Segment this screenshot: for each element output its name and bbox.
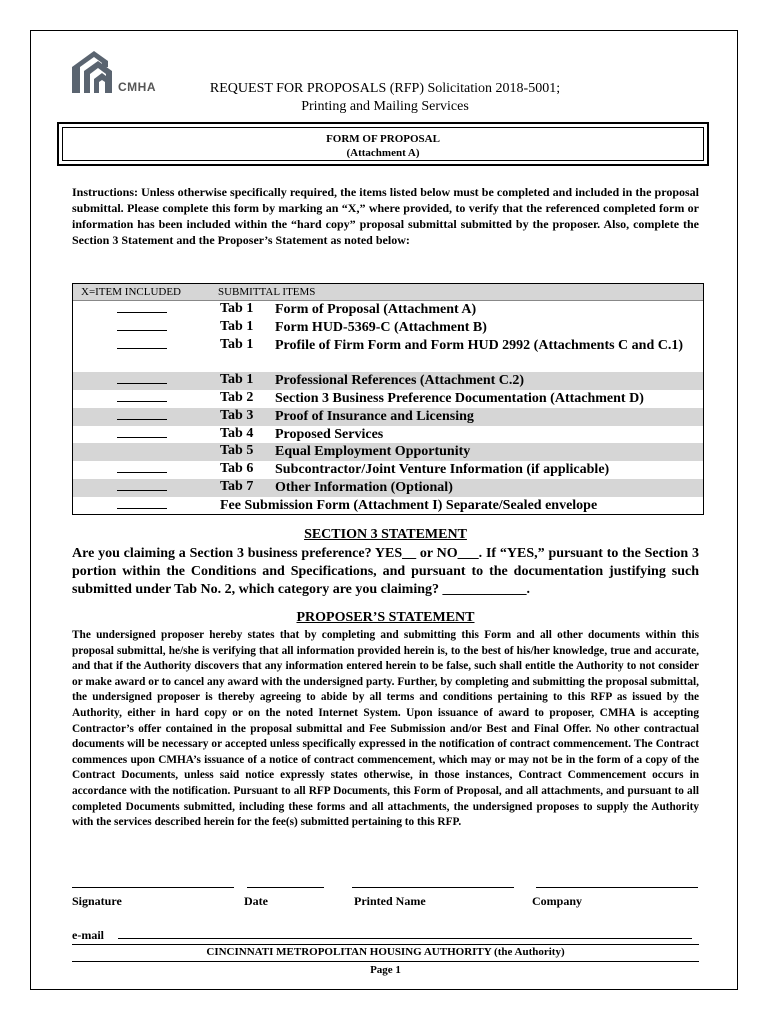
item-tab: Tab 2 — [220, 389, 254, 405]
submittal-items-table — [72, 283, 704, 515]
table-row — [73, 319, 703, 337]
company-line[interactable] — [536, 887, 698, 888]
section3-body: Are you claiming a Section 3 business preference? YES__ or NO___. If “YES,” pursuant to the Section 3 portion within the Conditions and Specifications, and pursuant to the documentation justifying such submitted under Tab No. 2, which category are you claiming? ____________. — [72, 546, 699, 597]
instructions: Instructions: Unless otherwise specifically required, the items listed below must be completed and included in the proposal submittal. Please complete this form by marking an “X,” where provided, to verify that the referenced completed form or information has been included within the “hard copy” proposal submittal submitted by the proposer. Also, complete the Section 3 Statement and the Proposer’s Statement as noted below: — [72, 185, 699, 247]
page-number: Page 1 — [370, 964, 401, 976]
form-box-line-2: (Attachment A) — [346, 147, 420, 159]
table-row — [73, 390, 703, 408]
table-row — [73, 337, 703, 373]
item-included-blank[interactable] — [117, 337, 167, 349]
item-tab: Tab 6 — [220, 461, 254, 477]
signature-line[interactable] — [72, 887, 234, 888]
item-tab: Tab 5 — [220, 443, 254, 459]
item-description: Equal Employment Opportunity — [275, 444, 471, 460]
col-header-included: X=ITEM INCLUDED — [81, 286, 181, 298]
logo-text: CMHA — [118, 80, 156, 94]
proposer-body: The undersigned proposer hereby states that by completing and submitting this Form and all other documents within this proposal submittal, he/she is verifying that all information provided herein is, to the best of his/her knowledge, true and accurate, and that if the Authority discovers that any information entered herein to be false, such shall entitle the Authority to not consider or make award or to cancel any award with the undersigned party. Further, by completing and submitting the proposal submittal, the undersigned proposer is thereby agreeing to abide by all terms and conditions pertaining to this RFP as issued by the Authority, either in hard copy or on the noted Internet System. Upon issuance of award to proposer, CMHA is accepting Contractor’s offer contained in the proposal submittal and Fee Submission and/or Best and Final Offer. No other contractual documents will be necessary or accepted unless specifically expressed in the notification of contract commencement. The Contract commences upon CMHA’s issuance of a notice of contract commencement, which may or may not be in the form of a copy of the Contract Documents, unless said notice expressly states otherwise, in those instances, Contract Commencement occurs in accordance with the notification. Pursuant to all RFP Documents, this Form of Proposal, and all attachments, and pursuant to all completed Documents submitted, including these forms and all attachments, the undersigned proposes to supply the Authority with the services described herein for the fee(s) submitted pertaining to this RFP. — [72, 629, 699, 829]
item-tab: Tab 4 — [220, 425, 254, 441]
item-tab: Tab 1 — [220, 318, 254, 334]
item-tab: Tab 1 — [220, 372, 254, 388]
item-description: Profile of Firm Form and Form HUD 2992 (Attachments C and C.1) — [275, 337, 684, 353]
table-row — [73, 426, 703, 444]
proposer-title: PROPOSER’S STATEMENT — [296, 610, 475, 625]
item-description: Proof of Insurance and Licensing — [275, 408, 474, 424]
item-description: Professional References (Attachment C.2) — [275, 373, 525, 389]
company-label: Company — [532, 894, 583, 908]
table-row — [73, 301, 703, 319]
footer-rule-2 — [72, 961, 699, 962]
email-label: e-mail — [72, 928, 104, 942]
item-tab: Tab 1 — [220, 301, 254, 316]
form-of-proposal-box — [57, 122, 709, 166]
item-tab: Tab 7 — [220, 478, 254, 494]
email-line[interactable] — [118, 938, 692, 939]
item-tab: Tab 1 — [220, 336, 254, 352]
item-included-blank[interactable] — [117, 372, 167, 384]
item-included-blank[interactable] — [117, 301, 167, 313]
item-tab: Tab 3 — [220, 407, 254, 423]
signature-label: Signature — [72, 894, 122, 908]
printed-name-line[interactable] — [352, 887, 514, 888]
table-row — [73, 408, 703, 426]
section3-title: SECTION 3 STATEMENT — [304, 527, 467, 542]
item-included-blank[interactable] — [117, 479, 167, 491]
date-label: Date — [244, 894, 268, 908]
item-description: Fee Submission Form (Attachment I) Separate/Sealed envelope — [220, 497, 598, 513]
item-included-blank[interactable] — [117, 426, 167, 438]
col-header-items: SUBMITTAL ITEMS — [218, 286, 316, 298]
title-line-1: REQUEST FOR PROPOSALS (RFP) Solicitation 2018-5001; — [209, 81, 561, 96]
table-row — [73, 479, 703, 497]
item-description: Form HUD-5369-C (Attachment B) — [275, 319, 487, 335]
title-line-2: Printing and Mailing Services — [301, 99, 469, 114]
table-row — [73, 461, 703, 479]
table-row — [73, 443, 703, 461]
table-rows — [73, 301, 703, 515]
date-line[interactable] — [247, 887, 324, 888]
page-title — [160, 80, 610, 116]
item-included-blank[interactable] — [117, 497, 167, 509]
item-included-blank[interactable] — [117, 408, 167, 420]
item-included-blank[interactable] — [117, 390, 167, 402]
table-header — [73, 284, 703, 301]
item-included-blank[interactable] — [117, 461, 167, 473]
form-box-inner — [62, 127, 704, 161]
table-row — [73, 372, 703, 390]
form-box-line-1: FORM OF PROPOSAL — [326, 133, 440, 145]
item-description: Subcontractor/Joint Venture Information (if applicable) — [275, 462, 610, 478]
item-description: Proposed Services — [275, 426, 384, 442]
footer-rule — [72, 944, 699, 945]
table-row — [73, 497, 703, 515]
printed-name-label: Printed Name — [354, 894, 426, 908]
item-included-blank[interactable] — [117, 319, 167, 331]
item-description: Section 3 Business Preference Documentation (Attachment D) — [275, 390, 644, 406]
item-description: Form of Proposal (Attachment A) — [275, 302, 477, 317]
footer-org: CINCINNATI METROPOLITAN HOUSING AUTHORITY (the Authority) — [206, 946, 565, 958]
item-description: Other Information (Optional) — [275, 479, 453, 495]
